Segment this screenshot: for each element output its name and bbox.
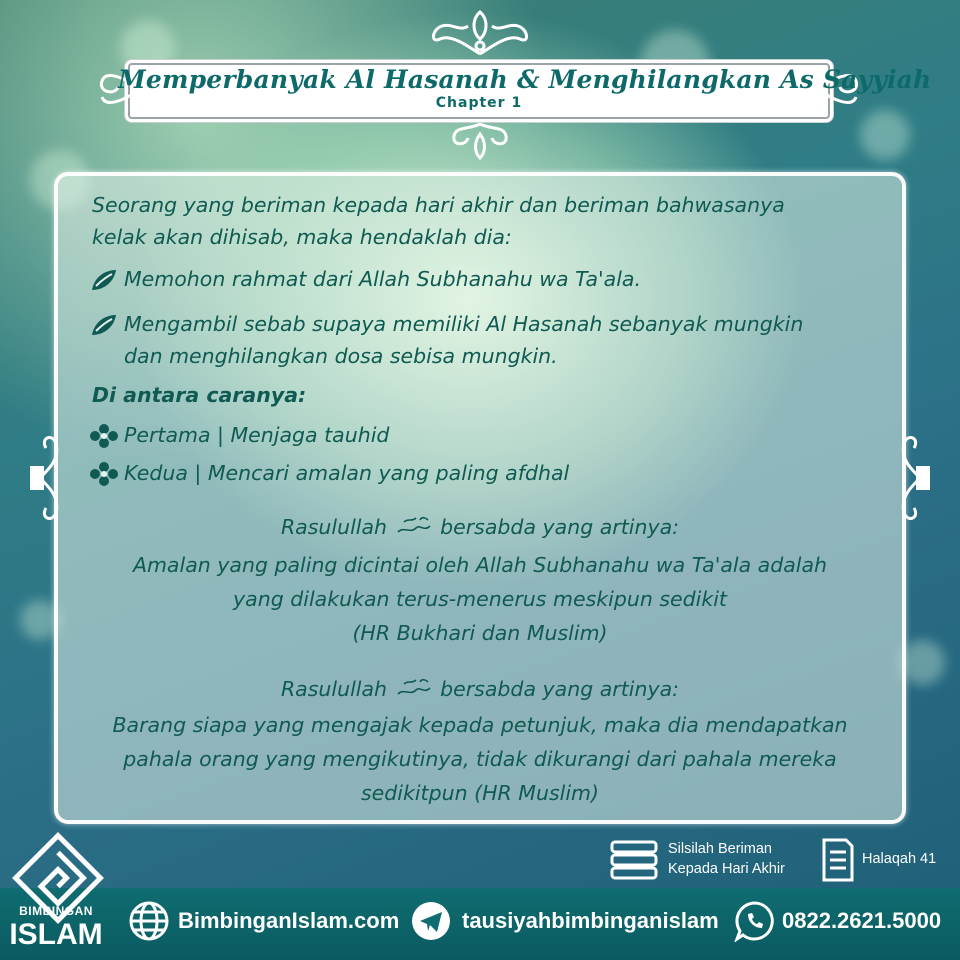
hadith-1-intro-post: bersabda yang artinya: xyxy=(440,515,680,539)
intro-line-1: Seorang yang beriman kepada hari akhir dan beriman bahwasanya xyxy=(92,193,785,217)
document-icon xyxy=(820,836,856,884)
sallallahu-alaihi-wasallam-icon xyxy=(394,514,434,536)
title-banner xyxy=(118,55,932,125)
leaf-bullet-icon xyxy=(90,268,118,292)
title-bottom-ornament xyxy=(448,120,512,162)
website-link[interactable]: BimbinganIslam.com xyxy=(178,908,400,933)
books-icon xyxy=(608,838,662,882)
logo-text-1: BIMBINGAN xyxy=(19,904,93,918)
point-2-line-1: Mengambil sebab supaya memiliki Al Hasanah sebanyak mungkin xyxy=(124,312,804,336)
quatrefoil-bullet-icon xyxy=(90,424,118,448)
chapter-label: Chapter 1 xyxy=(435,95,523,111)
hadith-2-intro xyxy=(60,674,900,704)
page-title: Memperbanyak Al Hasanah & Menghilangkan As Sayyiah xyxy=(118,65,932,94)
hadith-2-line-1: Barang siapa yang mengajak kepada petunjuk, maka dia mendapatkan xyxy=(112,713,848,737)
top-ornament xyxy=(420,4,540,59)
ways-heading: Di antara caranya: xyxy=(92,383,307,407)
quatrefoil-bullet-icon xyxy=(90,462,118,486)
globe-icon xyxy=(128,900,170,942)
hadith-1-source: (HR Bukhari dan Muslim) xyxy=(352,621,608,645)
halaqah-label: Halaqah 41 xyxy=(862,851,937,867)
bokeh-light xyxy=(900,640,945,685)
hadith-2-intro-pre: Rasulullah xyxy=(280,677,388,701)
way-2: Kedua | Mencari amalan yang paling afdhal xyxy=(124,461,570,485)
hadith-1-line-1: Amalan yang paling dicintai oleh Allah Subhanahu wa Ta'ala adalah xyxy=(132,553,828,577)
sallallahu-alaihi-wasallam-icon xyxy=(394,676,434,698)
telegram-link[interactable]: tausiyahbimbinganislam xyxy=(462,908,719,933)
hadith-2-intro-post: bersabda yang artinya: xyxy=(440,677,680,701)
way-1: Pertama | Menjaga tauhid xyxy=(124,423,390,447)
logo-text-2: ISLAM xyxy=(9,918,103,951)
intro-line-2: kelak akan dihisab, maka hendaklah dia: xyxy=(92,225,512,249)
hadith-2-line-2: pahala orang yang mengikutinya, tidak dikurangi dari pahala mereka xyxy=(123,747,837,771)
series-line-2: Kepada Hari Akhir xyxy=(668,861,785,877)
series-line-1: Silsilah Beriman xyxy=(668,841,772,857)
hadith-2-line-3: sedikitpun (HR Muslim) xyxy=(360,781,599,805)
bokeh-light xyxy=(860,110,910,160)
hadith-1-intro xyxy=(60,512,900,542)
point-1-line-1: Memohon rahmat dari Allah Subhanahu wa Ta'ala. xyxy=(124,267,642,291)
phone-number[interactable]: 0822.2621.5000 xyxy=(782,908,942,933)
whatsapp-icon xyxy=(734,900,776,942)
point-2-line-2: dan menghilangkan dosa sebisa mungkin. xyxy=(124,344,558,368)
telegram-icon xyxy=(410,900,452,942)
hadith-1-intro-pre: Rasulullah xyxy=(280,515,388,539)
hadith-1-line-2: yang dilakukan terus-menerus meskipun sedikit xyxy=(233,587,727,611)
leaf-bullet-icon xyxy=(90,313,118,337)
